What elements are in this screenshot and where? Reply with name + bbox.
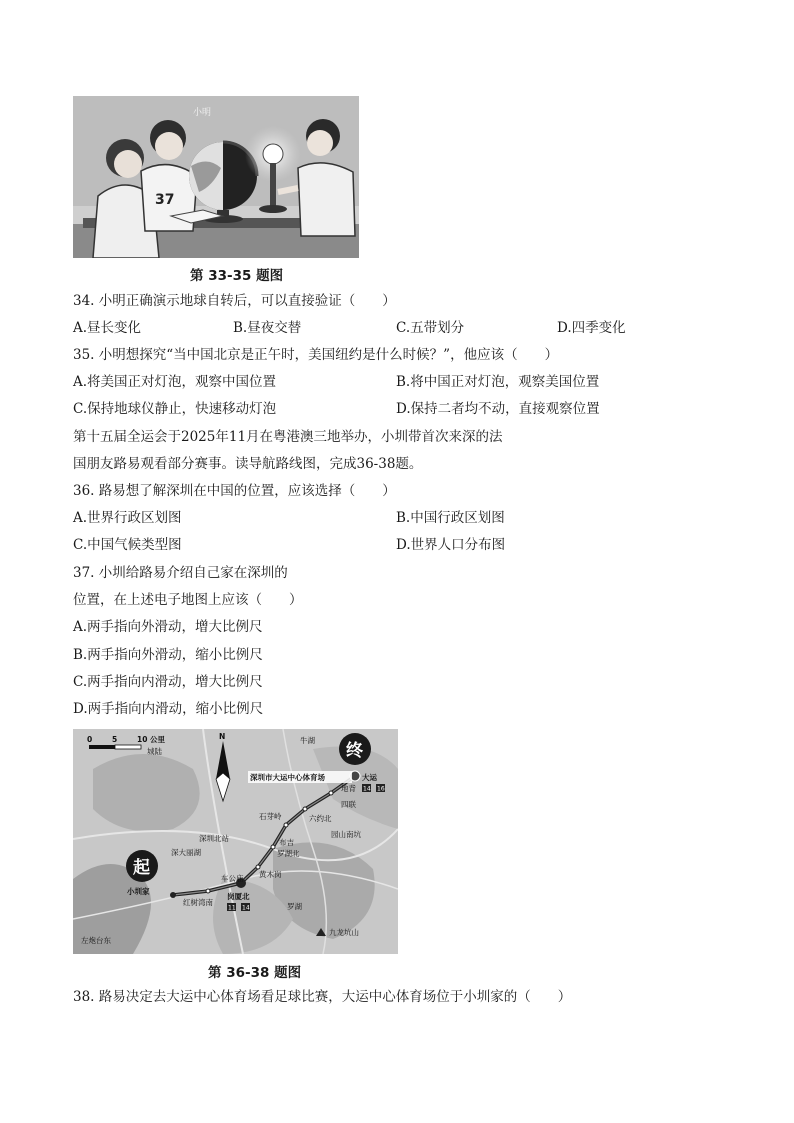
svg-text:地背: 地背 bbox=[341, 784, 356, 793]
svg-text:六约北: 六约北 bbox=[309, 814, 332, 823]
q36-option-c[interactable]: C.中国气候类型图 bbox=[73, 537, 182, 553]
start-marker bbox=[126, 850, 158, 882]
q35-option-b[interactable]: B.将中国正对灯泡，观察美国位置 bbox=[396, 374, 600, 390]
svg-text:车公庙: 车公庙 bbox=[221, 874, 244, 883]
q34-stem: 34. 小明正确演示地球自转后，可以直接验证（ ） bbox=[73, 293, 396, 309]
shirt-number: 37 bbox=[155, 192, 175, 208]
q37-stem-line-2: 位置，在上述电子地图上应该（ ） bbox=[73, 592, 303, 608]
q34-option-b[interactable]: B.昼夜交替 bbox=[233, 320, 302, 336]
svg-text:14: 14 bbox=[242, 904, 250, 912]
svg-text:牛湖: 牛湖 bbox=[300, 736, 315, 745]
q37-option-d[interactable]: D.两手指向内滑动，缩小比例尺 bbox=[73, 701, 264, 717]
intro-line-1: 第十五届全运会于2025年11月在粤港澳三地举办，小圳带首次来深的法 bbox=[73, 429, 503, 445]
svg-text:16: 16 bbox=[377, 785, 385, 793]
svg-text:布吉: 布吉 bbox=[279, 838, 294, 847]
q34-option-c[interactable]: C.五带划分 bbox=[396, 320, 465, 336]
svg-text:红树湾南: 红树湾南 bbox=[183, 898, 213, 907]
svg-text:N: N bbox=[219, 732, 226, 741]
q36-stem: 36. 路易想了解深圳在中国的位置，应该选择（ ） bbox=[73, 483, 396, 499]
svg-text:0: 0 bbox=[87, 735, 93, 744]
q35-option-d[interactable]: D.保持二者均不动，直接观察位置 bbox=[396, 401, 600, 417]
svg-text:起: 起 bbox=[133, 858, 150, 878]
svg-text:小圳家: 小圳家 bbox=[127, 887, 150, 896]
svg-text:10 公里: 10 公里 bbox=[137, 735, 166, 744]
svg-text:深大丽湖: 深大丽湖 bbox=[171, 848, 201, 857]
svg-text:罗湖: 罗湖 bbox=[287, 902, 302, 911]
q35-option-a[interactable]: A.将美国正对灯泡，观察中国位置 bbox=[73, 374, 277, 390]
end-marker bbox=[339, 733, 371, 765]
q36-option-a[interactable]: A.世界行政区划图 bbox=[73, 510, 182, 526]
q37-option-a[interactable]: A.两手指向外滑动，增大比例尺 bbox=[73, 619, 263, 635]
q34-option-d[interactable]: D.四季变化 bbox=[557, 320, 626, 336]
svg-text:14: 14 bbox=[363, 785, 371, 793]
intro-line-2: 国朋友路易观看部分赛事。读导航路线图，完成36-38题。 bbox=[73, 456, 423, 472]
svg-text:终: 终 bbox=[346, 741, 363, 761]
q36-option-b[interactable]: B.中国行政区划图 bbox=[396, 510, 505, 526]
svg-text:岗厦北: 岗厦北 bbox=[227, 892, 250, 901]
q37-option-c[interactable]: C.两手指向内滑动，增大比例尺 bbox=[73, 674, 263, 690]
q34-option-a[interactable]: A.昼长变化 bbox=[73, 320, 142, 336]
route-map-svg bbox=[73, 729, 398, 954]
svg-text:石芽岭: 石芽岭 bbox=[259, 812, 282, 821]
xiaoming-label: 小明 bbox=[193, 108, 212, 118]
route-map bbox=[73, 729, 398, 954]
q37-option-b[interactable]: B.两手指向外滑动，缩小比例尺 bbox=[73, 647, 263, 663]
svg-text:11: 11 bbox=[228, 904, 236, 912]
q38-stem: 38. 路易决定去大运中心体育场看足球比赛，大运中心体育场位于小圳家的（ ） bbox=[73, 989, 572, 1005]
svg-text:5: 5 bbox=[112, 735, 118, 744]
svg-text:四联: 四联 bbox=[341, 800, 356, 809]
q37-stem-line-1: 37. 小圳给路易介绍自己家在深圳的 bbox=[73, 565, 288, 581]
svg-text:深圳市大运中心体育场: 深圳市大运中心体育场 bbox=[250, 773, 325, 782]
svg-text:城陆: 城陆 bbox=[147, 747, 162, 756]
svg-text:深圳北站: 深圳北站 bbox=[199, 834, 229, 843]
q35-stem: 35. 小明想探究“当中国北京是正午时，美国纽约是什么时候？”，他应该（ ） bbox=[73, 347, 559, 363]
q36-option-d[interactable]: D.世界人口分布图 bbox=[396, 537, 506, 553]
svg-text:九龙坑山: 九龙坑山 bbox=[329, 928, 359, 937]
q35-option-c[interactable]: C.保持地球仪静止，快速移动灯泡 bbox=[73, 401, 277, 417]
svg-text:园山南坑: 园山南坑 bbox=[331, 830, 361, 839]
svg-text:左炮台东: 左炮台东 bbox=[81, 936, 111, 945]
figure2-caption: 第 36-38 题图 bbox=[208, 965, 302, 981]
svg-text:罗湖北: 罗湖北 bbox=[277, 849, 300, 858]
svg-text:黄木岗: 黄木岗 bbox=[259, 870, 282, 879]
globe-lamp-photo bbox=[73, 96, 359, 258]
svg-text:大运: 大运 bbox=[362, 773, 377, 782]
home-start-dot bbox=[170, 892, 176, 898]
globe-lamp-illustration bbox=[73, 96, 359, 258]
figure1-caption: 第 33-35 题图 bbox=[190, 268, 284, 284]
